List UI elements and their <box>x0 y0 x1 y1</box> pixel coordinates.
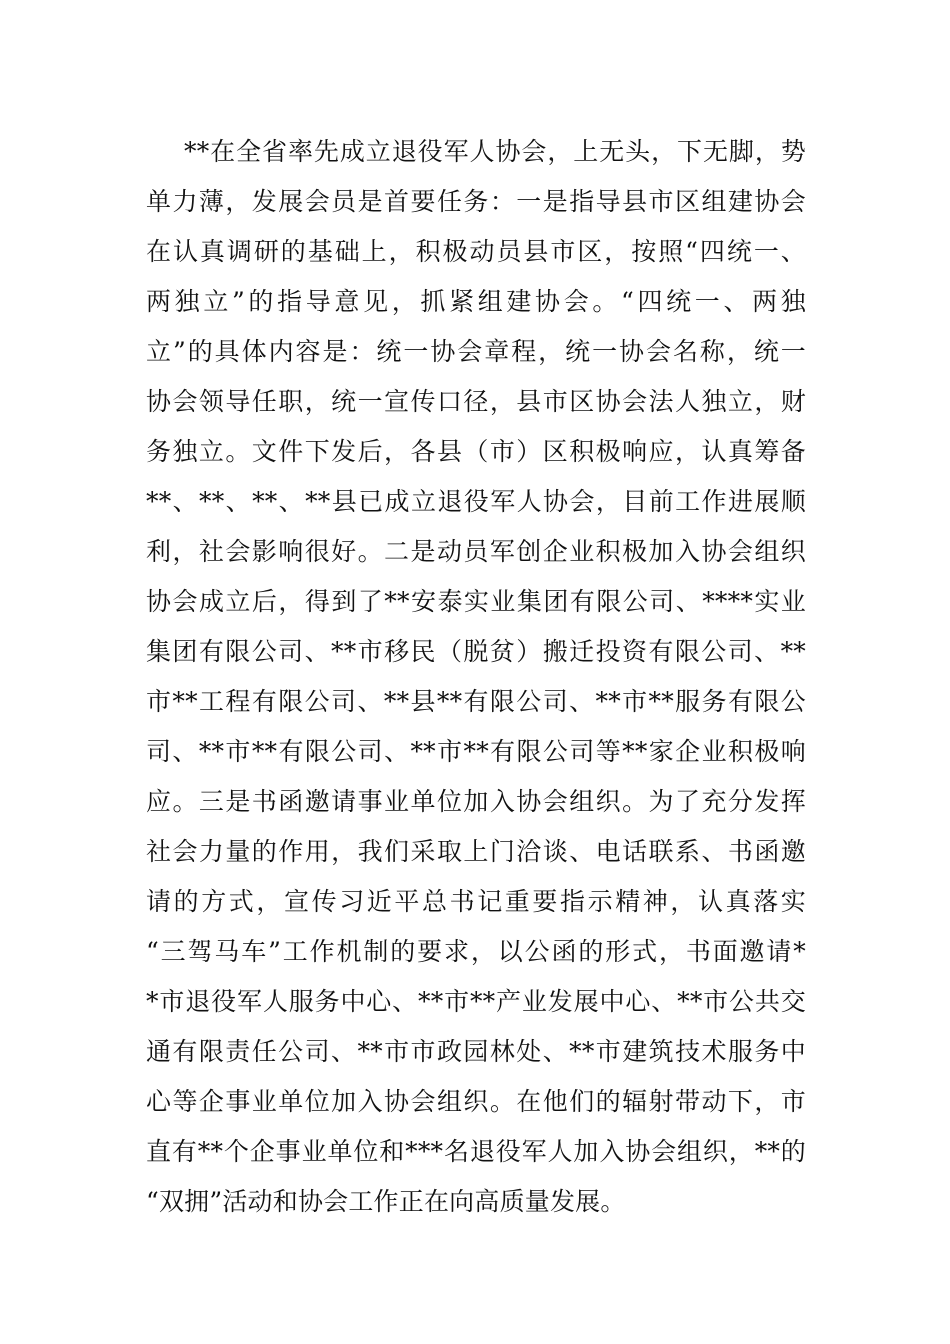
text-line: 协会成立后，得到了**安泰实业集团有限公司、****实业 <box>146 587 806 616</box>
text-line: “三驾马车”工作机制的要求，以公函的形式，书面邀请* <box>146 937 806 966</box>
text-line: **、**、**、**县已成立退役军人协会，目前工作进展顺 <box>146 487 806 516</box>
text-line: 两独立”的指导意见，抓紧组建协会。“四统一、两独 <box>146 287 806 316</box>
text-line: 应。三是书函邀请事业单位加入协会组织。为了充分发挥 <box>146 787 806 816</box>
body-paragraph <box>146 127 806 1227</box>
text-line: 集团有限公司、**市移民（脱贫）搬迁投资有限公司、** <box>146 637 806 666</box>
text-line: 直有**个企事业单位和***名退役军人加入协会组织，**的 <box>146 1137 806 1166</box>
text-line: *市退役军人服务中心、**市**产业发展中心、**市公共交 <box>146 987 806 1016</box>
text-line: 市**工程有限公司、**县**有限公司、**市**服务有限公 <box>146 687 806 716</box>
text-line: 协会领导任职，统一宣传口径，县市区协会法人独立，财 <box>146 387 806 416</box>
text-line: 利，社会影响很好。二是动员军创企业积极加入协会组织 <box>146 537 806 566</box>
text-line: 司、**市**有限公司、**市**有限公司等**家企业积极响 <box>146 737 806 766</box>
text-line: 立”的具体内容是：统一协会章程，统一协会名称，统一 <box>146 337 806 366</box>
text-line: 在认真调研的基础上，积极动员县市区，按照“四统一、 <box>146 237 806 266</box>
text-line: “双拥”活动和协会工作正在向高质量发展。 <box>146 1187 626 1216</box>
text-line: 心等企事业单位加入协会组织。在他们的辐射带动下，市 <box>146 1087 806 1116</box>
text-line: 务独立。文件下发后，各县（市）区积极响应，认真筹备 <box>146 437 806 466</box>
text-line: 通有限责任公司、**市市政园林处、**市建筑技术服务中 <box>146 1037 806 1066</box>
text-line: **在全省率先成立退役军人协会，上无头，下无脚，势 <box>184 137 806 166</box>
text-line: 单力薄，发展会员是首要任务：一是指导县市区组建协会 <box>146 187 806 216</box>
text-line: 社会力量的作用，我们采取上门洽谈、电话联系、书函邀 <box>146 837 806 866</box>
text-line: 请的方式，宣传习近平总书记重要指示精神，认真落实 <box>146 887 806 916</box>
